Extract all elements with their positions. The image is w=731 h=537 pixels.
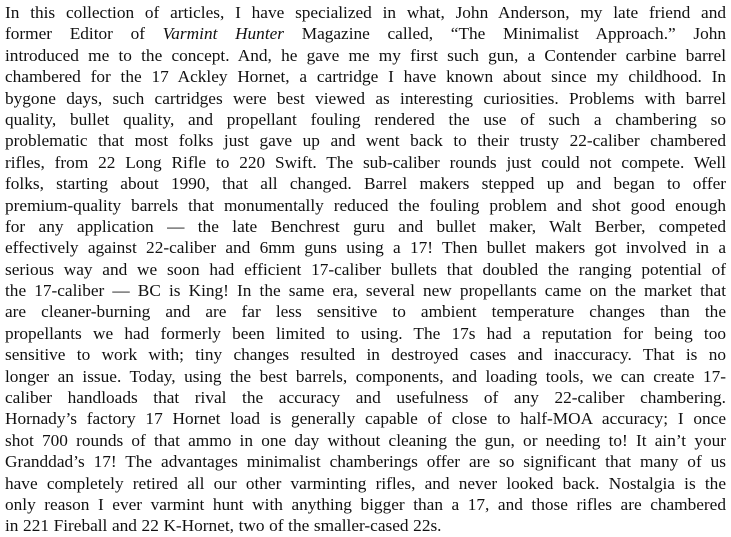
text-line-22: Granddad’s 17! The advantages minimalist chamberings offer are so significant that many of us [5, 452, 726, 472]
magazine-title: Varmint Hunter [162, 24, 285, 44]
text-line-15: are cleaner-burning and are far less sensitive to ambient temperature changes than the [5, 302, 726, 322]
text-line-11: for any application — the late Benchrest guru and bullet maker, Walt Berber, competed [5, 216, 726, 236]
text-line-10: premium-quality barrels that monumentally reduced the fouling problem and shot good enough [5, 195, 726, 215]
text-line-16: propellants we had formerly been limited to using. The 17s had a reputation for being too [5, 323, 726, 343]
text-line-21: shot 700 rounds of that ammo in one day without cleaning the gun, or needing to! It ain’t your [5, 430, 726, 450]
text-line-6: quality, bullet quality, and propellant fouling rendered the use of such a chambering so [5, 109, 726, 129]
text-line-9: folks, starting about 1990, that all changed. Barrel makers stepped up and began to offer [5, 174, 726, 194]
text-line-19: caliber handloads that rival the accuracy and usefulness of any 22-caliber chambering. [5, 388, 726, 408]
text-line-14: the 17-caliber — BC is King! In the same era, several new propellants came on the market that [5, 281, 726, 301]
text-line-2-end: Magazine called, “The Minimalist Approach.” John [284, 24, 727, 44]
text-line-3: introduced me to the concept. And, he gave me my first such gun, a Contender carbine barrel [5, 45, 726, 65]
text-line-5: bygone days, such cartridges were best viewed as interesting curiosities. Problems with barrel [5, 88, 726, 108]
text-line-25: in 221 Fireball and 22 K-Hornet, two of the smaller-cased 22s. [5, 516, 442, 536]
text-line-2-start: former Editor of [5, 24, 163, 44]
body-paragraph [5, 2, 726, 537]
text-line-8: rifles, from 22 Long Rifle to 220 Swift. The sub-caliber rounds just could not compete. Well [5, 152, 726, 172]
text-line-17: sensitive to work with; tiny changes resulted in destroyed cases and inaccuracy. That is no [5, 345, 726, 365]
text-line-18: longer an issue. Today, using the best barrels, components, and loading tools, we can create 17- [5, 366, 726, 386]
text-line-12: effectively against 22-caliber and 6mm guns using a 17! Then bullet makers got involved in a [5, 238, 726, 258]
text-line-13: serious way and we soon had efficient 17-caliber bullets that doubled the ranging potential of [5, 259, 726, 279]
text-line-23: have completely retired all our other varminting rifles, and never looked back. Nostalgia is the [5, 473, 726, 493]
text-line-1: In this collection of articles, I have specialized in what, John Anderson, my late friend and [5, 3, 726, 22]
text-line-4: chambered for the 17 Ackley Hornet, a cartridge I have known about since my childhood. In [5, 67, 726, 87]
text-line-24: only reason I ever varmint hunt with anything bigger than a 17, and those rifles are chambered [5, 494, 726, 514]
text-line-2 [5, 23, 726, 44]
text-line-20: Hornady’s factory 17 Hornet load is generally capable of close to half-MOA accuracy; I once [5, 409, 726, 429]
text-line-7: problematic that most folks just gave up and went back to their trusty 22-caliber chambered [5, 131, 726, 151]
